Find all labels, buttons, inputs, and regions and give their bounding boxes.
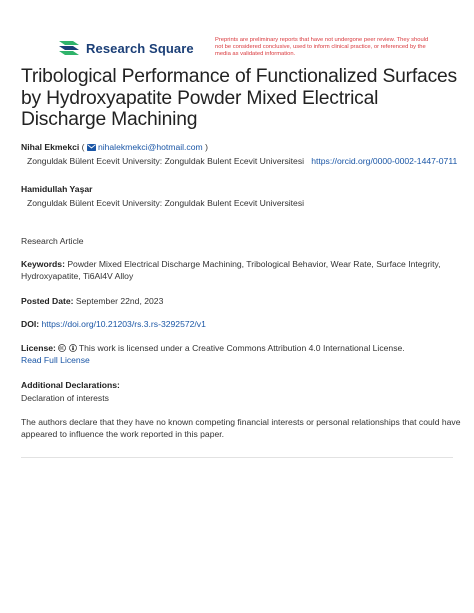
author-email-link[interactable]: nihalekmekci@hotmail.com <box>97 142 203 152</box>
cc-icon <box>58 344 66 352</box>
email-open-paren: ( <box>81 142 85 152</box>
author-name: Nihal Ekmekci <box>21 142 80 152</box>
orcid-link[interactable]: https://orcid.org/0000-0002-1447-0711 <box>311 156 458 166</box>
divider <box>21 457 453 458</box>
declarations-label: Additional Declarations: <box>21 380 120 390</box>
article-type <box>21 235 84 247</box>
keywords-label: Keywords: <box>21 259 65 269</box>
author-affiliation-1 <box>21 155 467 167</box>
article-title: Tribological Performance of Functionalized Surfaces by Hydroxyapatite Powder Mixed Electrical Discharge Machining <box>21 66 457 130</box>
article-type-label: Research Article <box>21 236 84 246</box>
by-icon <box>69 344 77 352</box>
preprint-disclaimer: Preprints are preliminary reports that have not undergone peer review. They should not be considered conclusive, used to inform clinical practice, or referenced by the media as validated information. <box>215 37 429 58</box>
affiliation-text: Zonguldak Bülent Ecevit University: Zonguldak Bulent Ecevit Universitesi <box>27 156 305 166</box>
keywords-section <box>21 258 461 282</box>
doi-section <box>21 318 206 330</box>
author-line-1 <box>21 141 208 153</box>
author-affiliation-2 <box>21 197 304 209</box>
license-label: License: <box>21 343 56 353</box>
author-name: Hamidullah Yaşar <box>21 184 93 194</box>
mail-icon <box>87 144 96 151</box>
declarations-value: Declaration of interests <box>21 393 109 403</box>
logo-text: Research Square <box>86 40 194 56</box>
license-text: This work is licensed under a Creative Commons Attribution 4.0 International License. <box>78 343 405 353</box>
research-square-logo[interactable] <box>57 38 194 58</box>
posted-date-value: September 22nd, 2023 <box>75 296 164 306</box>
license-section <box>21 342 461 366</box>
email-close-paren: ) <box>205 142 208 152</box>
research-square-logo-icon <box>57 38 81 58</box>
read-full-license-link[interactable]: Read Full License <box>21 355 90 366</box>
keywords-value: Powder Mixed Electrical Discharge Machining, Tribological Behavior, Wear Rate, Surface Integrity, Hydroxyapatite, Ti6Al4V Alloy <box>21 259 441 282</box>
conflict-of-interest-statement: The authors declare that they have no known competing financial interests or personal relationships that could have appeared to influence the work reported in this paper. <box>21 417 461 440</box>
additional-declarations-heading <box>21 379 120 391</box>
doi-label: DOI: <box>21 319 40 329</box>
posted-date-label: Posted Date: <box>21 296 74 306</box>
author-line-2 <box>21 183 93 195</box>
posted-date <box>21 295 163 307</box>
affiliation-text: Zonguldak Bülent Ecevit University: Zonguldak Bulent Ecevit Universitesi <box>27 198 305 208</box>
doi-link[interactable]: https://doi.org/10.21203/rs.3.rs-3292572/v1 <box>41 319 206 329</box>
